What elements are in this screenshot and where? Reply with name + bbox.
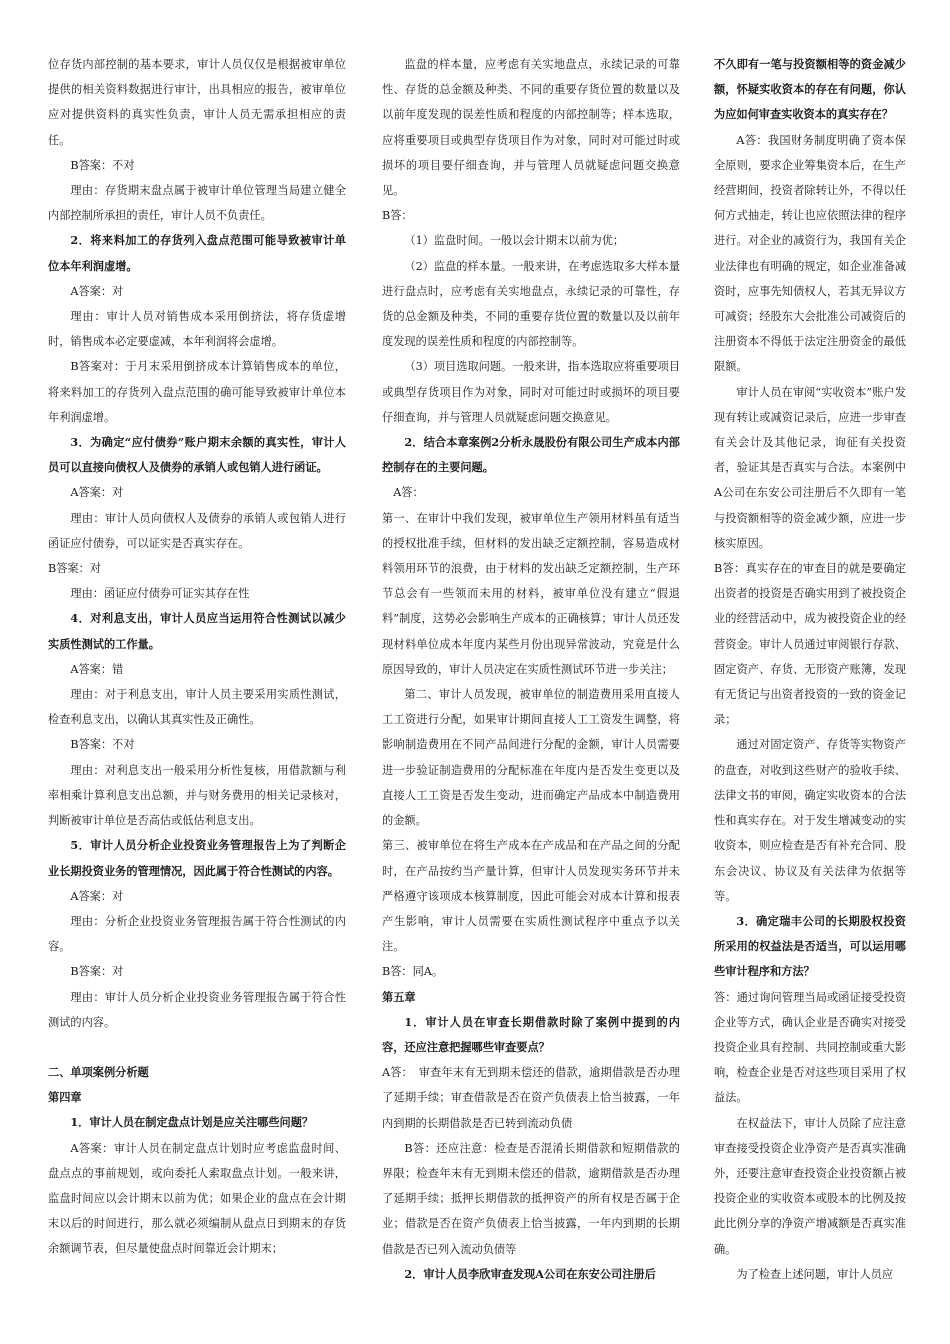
paragraph: （2）监盘的样本量。一般来讲，在考虑选取多大样本量进行盘点时，应考虑有关实地盘点，永续记录的可靠性，存货的总金额及种类，不同的重要存货位置的数量以及以前年度发现的误差性质和程度的内部控制等。 <box>382 259 681 349</box>
paragraph: 理由：分析企业投资业务管理报告属于符合性测试的内容。 <box>48 914 346 954</box>
paragraph: 审计人员在审阅“实收资本”账户发现有转让或减资记录后，应进一步审查有关会计及其他记录，询征有关投资者，验证其是否真实与合法。本案例中A公司在东安公司注册后不久即有一笔与投资额相等的资金减少额，应进一步核实原因。 <box>714 385 906 550</box>
paragraph: 理由：存货期末盘点属于被审计单位管理当局建立健全内部控制所承担的责任，审计人员不负责任。 <box>48 184 346 223</box>
question-heading: 2．结合本章案例2分析永晟股份有限公司生产成本内部控制存在的主要问题。 <box>382 435 680 475</box>
column-right <box>714 52 906 1287</box>
paragraph: （3）项目选取问题。一般来讲，指本选取应将重要项目或典型存货项目作为对象，同时对可能过时或损坏的项目要仔细查询，并与管理人员就疑虑问题交换意见。 <box>382 360 681 424</box>
paragraph: B答：同A。 <box>382 965 444 979</box>
paragraph: A答案：对 <box>70 889 124 903</box>
question-heading: 4．对利息支出，审计人员应当运用符合性测试以减少实质性测试的工作量。 <box>48 611 346 651</box>
paragraph: 理由：审计人员向债权人及债券的承销人或包销人进行函证应付债券，可以证实是否真实存在。 <box>48 511 346 550</box>
paragraph: 在权益法下，审计人员除了应注意审查接受投资企业净资产是否真实准确外，还要注意审查投资企业投资额占被投资企业的实收资本或股本的比例及按此比例分享的净资产增减额是否真实准确。 <box>714 1116 906 1256</box>
paragraph: 通过对固定资产、存货等实物资产的盘查，对收到这些财产的验收手续、法律文书的审阅，确定实收资本的合法性和真实存在。对于发生增减变动的实收资本，则应检查是否有补充合同、股东会决议、协议及有关法律为依据等等。 <box>714 738 906 903</box>
spacer <box>48 1035 346 1060</box>
paragraph: B答案：不对 <box>70 158 135 172</box>
paragraph: 第一、在审计中我们发现，被审单位生产领用材料虽有适当的授权批准手续，但材料的发出缺乏定额控制，容易造成材料领用环节的浪费，由于材料的发出缺乏定额控制，生产环节总会有一些领而未用的材料，被审单位没有建立“假退料”制度，这势必会影响生产成本的正确核算；审计人员还发现材料单位成本年度内某些月份出现异常波动，究竟是什么原因导致的，审计人员决定在实质性测试环节进一步关注； <box>382 511 680 676</box>
paragraph: （1）监盘时间。一般以会计期末以前为优； <box>404 234 625 248</box>
paragraph: 监盘的样本量，应考虑有关实地盘点，永续记录的可靠性、存货的总金额及种类、不同的重要存货位置的数量以及以前年度发现的误差性质和程度的内部控制等；样本选取，应将重要项目或典型存货项目作为对象，同时对可能过时或损坏的项目要仔细查询，并与管理人员就疑虑问题交换意见。 <box>382 58 680 198</box>
question-heading: 1．审计人员在审查长期借款时除了案例中提到的内容，还应注意把握哪些审查要点？ <box>382 1014 680 1054</box>
question-heading: 5．审计人员分析企业投资业务管理报告上为了判断企业长期投资业务的管理情况，因此属于符合性测试的内容。 <box>48 838 346 878</box>
paragraph: B答：还应注意：检查是否混淆长期借款和短期借款的界限；检查年末有无到期未偿还的借款，逾期借款是否办理了延期手续；抵押长期借款的抵押资产的所有权是否属于企业；借款是否在资产负债表上恰当披露，一年内到期的长期借款是否已列入流动负债等 <box>382 1141 680 1256</box>
paragraph: A答案：审计人员在制定盘点计划时应考虑监盘时间、盘点点的事前规划，或向委托人索取盘点计划。一般来讲，监盘时间应以会计期末以前为优；如果企业的盘点在会计期末以后的时间进行，那么就必须编制从盘点日到期末的存货余额调节表，但尽量使盘点时间靠近会计期末； <box>48 1141 346 1256</box>
paragraph: A答： 审查年末有无到期未偿还的借款，逾期借款是否办理了延期手续；审查借款是否在资产负债表上恰当披露，一年内到期的长期借款是否已转到流动负债 <box>382 1066 680 1130</box>
paragraph: 第三、被审单位在将生产成本在产成品和在产品之间的分配时，在产品按约当产量计算，但审计人员发现实务环节并未严格遵守该项成本核算制度，因此可能会对成本计算和报表产生影响，审计人员需要在实质性测试程序中重点予以关注。 <box>382 839 680 954</box>
paragraph: A答案：错 <box>70 662 124 676</box>
paragraph: A答案：对 <box>70 486 124 500</box>
paragraph: 位存货内部控制的基本要求，审计人员仅仅是根据被审单位提供的相关资料数据进行审计，出具相应的报告，被审单位应对提供资料的真实性负责，审计人员无需承担相应的责任。 <box>48 58 346 147</box>
paragraph: A答案：对 <box>70 284 124 298</box>
column-middle <box>382 52 680 1287</box>
paragraph: A答：我国财务制度明确了资本保全原则，要求企业筹集资本后，在生产经营期间，投资者除转让外，不得以任何方式抽走，转让也应依照法律的程序进行。对企业的减资行为，我国有关企业法律也有明确的规定，如企业准备减资时，应事先知债权人，若其无异议方可减资；经股东大会批准公司减资后的注册资本不得低于法定注册资金的最低限额。 <box>714 133 906 374</box>
paragraph: B答： <box>382 209 413 223</box>
paragraph: B答案对：于月末采用倒挤成本计算销售成本的单位，将来料加工的存货列入盘点范围的确可能导致被审计单位本年利润虚增。 <box>48 360 346 424</box>
paragraph: 理由：审计人员分析企业投资业务管理报告属于符合性测试的内容。 <box>48 990 346 1029</box>
question-heading: 3．为确定“应付债券”账户期末余额的真实性，审计人员可以直接向债权人及债券的承销人或包销人进行函证。 <box>48 435 346 475</box>
question-heading: 2．将来料加工的存货列入盘点范围可能导致被审计单位本年利润虚增。 <box>48 233 346 273</box>
question-heading: 不久即有一笔与投资额相等的资金减少额，怀疑实收资本的存在有问题，你认为应如何审查实收资本的真实存在？ <box>714 57 906 122</box>
paragraph: 理由：审计人员对销售成本采用倒挤法，将存货虚增时，销售成本必定要虚减，本年利润将会虚增。 <box>48 310 346 349</box>
paragraph: B答案：对 <box>48 562 101 576</box>
paragraph: 理由：函证应付债券可证实其存在性 <box>70 587 250 601</box>
paragraph: 理由：对利息支出一般采用分析性复核，用借款额与利率相乘计算利息支出总额，并与财务费用的相关记录核对，判断被审计单位是否高估或低估利息支出。 <box>48 763 346 828</box>
paragraph: 为了检查上述问题，审计人员应 <box>736 1267 894 1281</box>
column-left <box>48 52 346 1262</box>
paragraph: 答：通过询问管理当局或函证接受投资企业等方式，确认企业是否确实对接受投资企业具有控制、共同控制或重大影响，检查企业是否对这些项目采用了权益法。 <box>714 990 906 1105</box>
question-heading: 第四章 <box>48 1090 82 1105</box>
question-heading: 第五章 <box>382 989 416 1004</box>
paragraph: 理由：对于利息支出，审计人员主要采用实质性测试，检查利息支出，以确认其真实性及正确性。 <box>48 688 346 727</box>
paragraph: B答案：对 <box>70 965 124 979</box>
paragraph: A答： <box>393 486 424 500</box>
paragraph: 第二、审计人员发现，被审单位的制造费用采用直接人工工资进行分配，如果审计期间直接人工工资发生调整，将影响制造费用在不同产品间进行分配的金额，审计人员需要进一步验证制造费用的分配标准在年度内是否发生变更以及直接人工工资是否发生变动，进而确定产品成本中制造费用的金额。 <box>382 688 680 828</box>
question-heading: 2．审计人员李欣审查发现A公司在东安公司注册后 <box>404 1266 656 1281</box>
paragraph: B答：真实存在的审查目的就是要确定出资者的投资是否确实用到了被投资企业的经营活动中，成为被投资企业的经营资金。审计人员通过审阅银行存款、固定资产、存货、无形资产账簿，发现有无货记与出资者投资的一致的资金记录； <box>714 562 906 727</box>
question-heading: 二、单项案例分析题 <box>48 1064 149 1079</box>
question-heading: 1．审计人员在制定盘点计划是应关注哪些问题？ <box>70 1115 314 1130</box>
paragraph: B答案：不对 <box>70 738 135 752</box>
question-heading: 3．确定瑞丰公司的长期股权投资所采用的权益法是否适当，可以运用哪些审计程序和方法？ <box>714 913 906 979</box>
